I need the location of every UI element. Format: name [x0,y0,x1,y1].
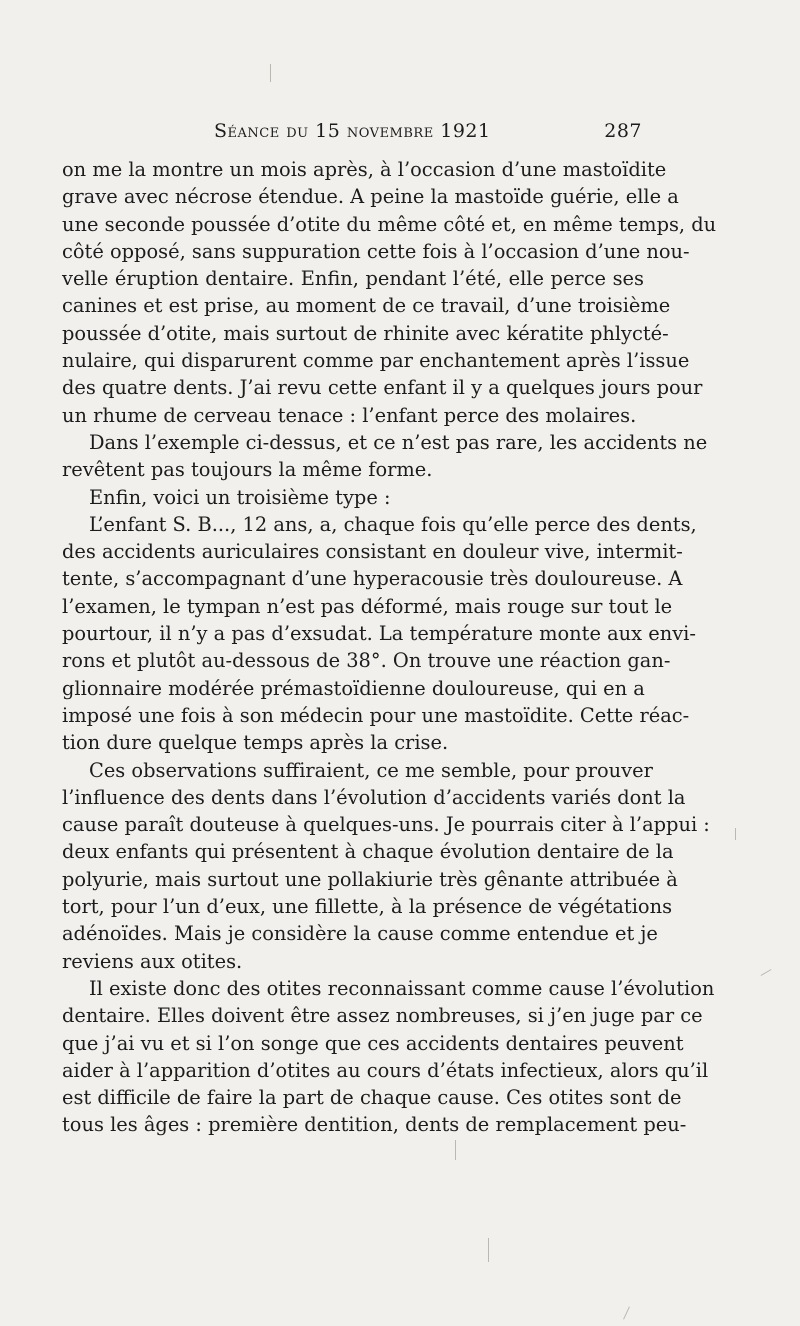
text-line: que j’ai vu et si l’on songe que ces accidents dentaires peuvent [62,1031,684,1055]
text-line: l’influence des dents dans l’évolution d’accidents variés dont la [62,785,686,809]
text-line: des accidents auriculaires consistant en douleur vive, intermit- [62,540,683,564]
text-line: deux enfants qui présentent à chaque évolution dentaire de la [62,840,674,864]
text-line: une seconde poussée d’otite du même côté et, en même temps, du [62,212,717,236]
scan-mark [623,1306,630,1319]
scan-mark [455,1140,456,1160]
text-line: cause paraît douteuse à quelques-uns. Je pourrais citer à l’appui : [62,813,710,837]
text-line: tion dure quelque temps après la crise. [62,731,449,755]
text-line: l’examen, le tympan n’est pas déformé, mais rouge sur tout le [62,594,673,618]
text-line: imposé une fois à son médecin pour une mastoïdite. Cette réac- [62,703,690,727]
paragraph-start-line: Enfin, voici un troisième type : [89,485,391,509]
text-line: canines et est prise, au moment de ce travail, d’une troisième [62,294,671,318]
scan-mark [270,64,271,82]
text-line: des quatre dents. J’ai revu cette enfant il y a quelques jours pour [62,376,703,400]
text-line: côté opposé, sans suppuration cette fois à l’occasion d’une nou- [62,239,690,263]
running-header [214,120,642,150]
text-line: reviens aux otites. [62,949,243,973]
paragraph-start-line: L’enfant S. B..., 12 ans, a, chaque fois qu’elle perce des dents, [89,512,697,536]
text-line: poussée d’otite, mais surtout de rhinite avec kératite phlycté- [62,321,669,345]
running-title: Séance du 15 novembre 1921 [214,120,491,142]
text-line: tous les âges : première dentition, dents de remplacement peu- [62,1113,687,1137]
text-line: nulaire, qui disparurent comme par enchantement après l’issue [62,349,690,373]
text-line: grave avec nécrose étendue. A peine la mastoïde guérie, elle a [62,185,679,209]
scan-mark [735,828,736,840]
text-line: aider à l’apparition d’otites au cours d’états infectieux, alors qu’il [62,1058,709,1082]
paragraph-start-line: Dans l’exemple ci-dessus, et ce n’est pas rare, les accidents ne [89,430,708,454]
text-line: dentaire. Elles doivent être assez nombreuses, si j’en juge par ce [62,1004,703,1028]
text-line: est difficile de faire la part de chaque cause. Ces otites sont de [62,1086,682,1110]
scan-mark [761,969,772,976]
text-line: on me la montre un mois après, à l’occasion d’une mastoïdite [62,158,667,181]
text-line: rons et plutôt au-dessous de 38°. On trouve une réaction gan- [62,649,671,673]
text-line: adénoïdes. Mais je considère la cause comme entendue et je [62,922,658,946]
text-line: tente, s’accompagnant d’une hyperacousie très douloureuse. A [62,567,683,591]
text-line: tort, pour l’un d’eux, une fillette, à la présence de végétations [62,895,673,919]
paragraph-start-line: Ces observations suffiraient, ce me semble, pour prouver [89,758,653,782]
text-line: glionnaire modérée prémastoïdienne douloureuse, qui en a [62,676,645,700]
text-line: polyurie, mais surtout une pollakiurie très gênante attribuée à [62,867,678,891]
text-line: un rhume de cerveau tenace : l’enfant perce des molaires. [62,403,637,427]
scan-mark [488,1238,489,1262]
page-number: 287 [604,120,642,142]
text-line: pourtour, il n’y a pas d’exsudat. La température monte aux envi- [62,622,696,646]
text-line: revêtent pas toujours la même forme. [62,458,433,482]
text-line: velle éruption dentaire. Enfin, pendant l’été, elle perce ses [62,267,644,291]
body-text [62,156,717,1139]
paragraph-start-line: Il existe donc des otites reconnaissant comme cause l’évolution [89,976,715,1000]
